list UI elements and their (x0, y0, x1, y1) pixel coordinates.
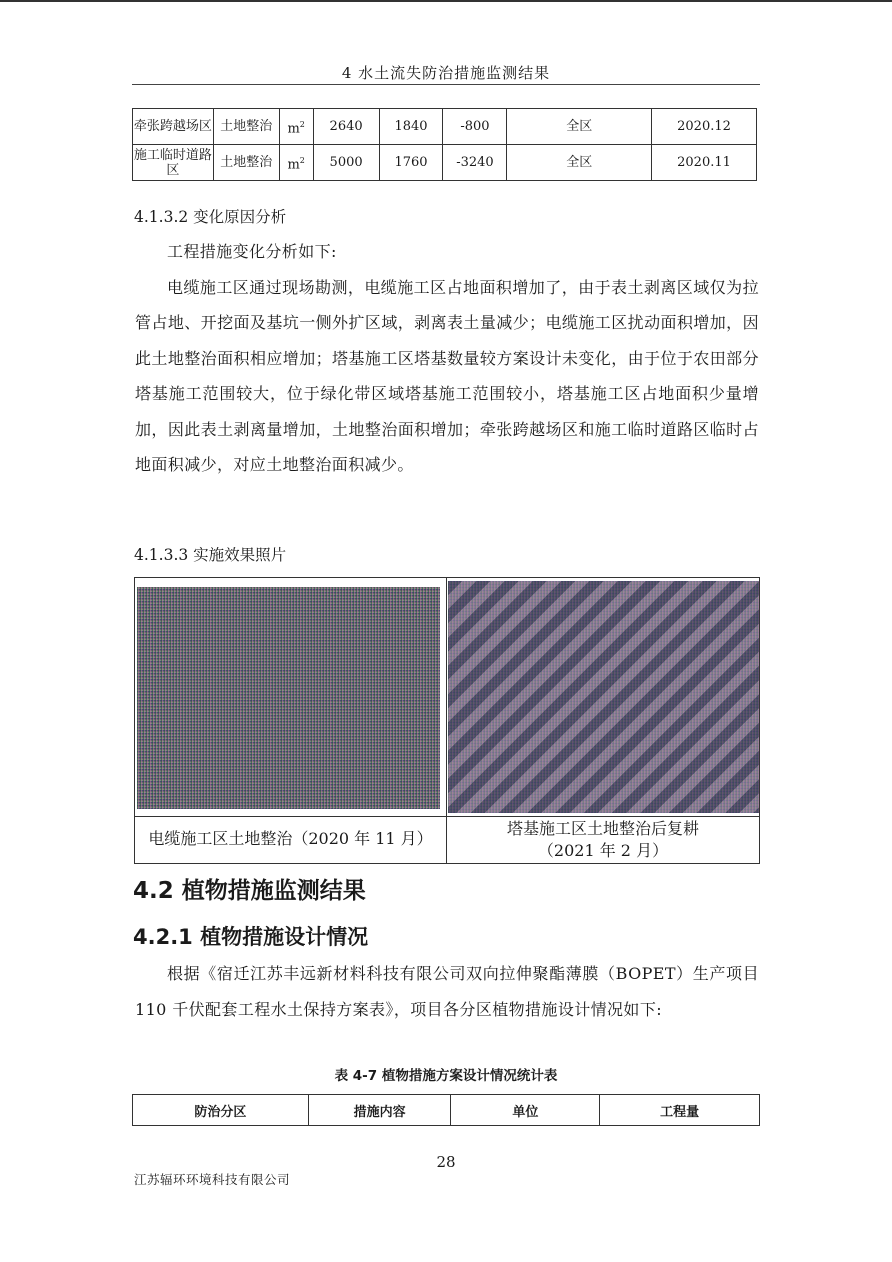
photo-cable-construction-area (137, 587, 440, 809)
continued-engineering-table (132, 108, 757, 181)
table-cell-area: 施工临时道路区 (133, 145, 214, 181)
section-4-2-1-body (135, 956, 759, 1027)
table-cell-location: 全区 (507, 109, 652, 145)
table-cell-measure: 土地整治 (213, 109, 279, 145)
table-cell-measure: 土地整治 (213, 145, 279, 181)
section-4-1-3-2-body (135, 234, 759, 483)
table-cell-change: -3240 (443, 145, 507, 181)
table-cell-design: 2640 (313, 109, 379, 145)
paragraph-analysis: 电缆施工区通过现场勘测，电缆施工区占地面积增加了，由于表土剥离区域仅为拉管占地、开挖面及基坑一侧外扩区域，剥离表土量减少；电缆施工区扰动面积增加，因此土地整治面积相应增加；塔基施工区塔基数量较方案设计未变化，由于位于农田部分塔基施工范围较大，位于绿化带区域塔基施工范围较小，塔基施工区占地面积少量增加，因此表土剥离量增加，土地整治面积增加；牵张跨越场区和施工临时道路区临时占地面积减少，对应土地整治面积减少。 (135, 277, 759, 474)
table-cell-unit: $m^2$ (279, 109, 313, 145)
table-header-row (133, 1095, 760, 1126)
plant-measures-table (132, 1094, 760, 1126)
section-heading-4-2: 4.2 植物措施监测结果 (133, 878, 366, 904)
page-header-title: 4 水土流失防治措施监测结果 (341, 64, 551, 82)
table-cell-area: 牵张跨越场区 (133, 109, 214, 145)
table-header-cell: 工程量 (600, 1095, 760, 1126)
photo-divider-horizontal (135, 816, 759, 817)
paragraph-plant-design: 根据《宿迁江苏丰远新材料科技有限公司双向拉伸聚酯薄膜（BOPET）生产项目 110 千伏配套工程水土保持方案表》，项目各分区植物措施设计情况如下: (135, 964, 759, 1019)
table-row (133, 145, 757, 181)
table-header-cell: 措施内容 (308, 1095, 451, 1126)
page-top-rule (0, 0, 892, 2)
footer-company-name: 江苏辐环环境科技有限公司 (134, 1172, 291, 1187)
table-cell-time: 2020.11 (652, 145, 757, 181)
photo-table (134, 577, 760, 864)
table-cell-location: 全区 (507, 145, 652, 181)
table-4-7-title: 表 4-7 植物措施方案设计情况统计表 (334, 1068, 558, 1084)
table-cell-unit: $m^2$ (279, 145, 313, 181)
section-heading-4-1-3-3: 4.1.3.3 实施效果照片 (134, 546, 287, 564)
photo-caption-2 (447, 818, 759, 862)
photo-caption-2-line-2: （2021 年 2 月） (537, 841, 669, 860)
table-cell-time: 2020.12 (652, 109, 757, 145)
header-rule (132, 84, 760, 85)
table-cell-actual: 1760 (379, 145, 443, 181)
section-heading-4-1-3-2: 4.1.3.2 变化原因分析 (134, 208, 287, 226)
photo-caption-2-line-1: 塔基施工区土地整治后复耕 (506, 819, 699, 838)
photo-tower-construction-area (448, 581, 759, 813)
table-header-cell: 单位 (451, 1095, 600, 1126)
table-header-cell: 防治分区 (133, 1095, 309, 1126)
table-cell-design: 5000 (313, 145, 379, 181)
table-cell-actual: 1840 (379, 109, 443, 145)
table-cell-change: -800 (443, 109, 507, 145)
table-row (133, 109, 757, 145)
page-number: 28 (436, 1153, 456, 1171)
paragraph-intro: 工程措施变化分析如下: (167, 242, 337, 261)
photo-caption-1: 电缆施工区土地整治（2020 年 11 月） (148, 829, 433, 848)
section-heading-4-2-1: 4.2.1 植物措施设计情况 (133, 925, 369, 949)
